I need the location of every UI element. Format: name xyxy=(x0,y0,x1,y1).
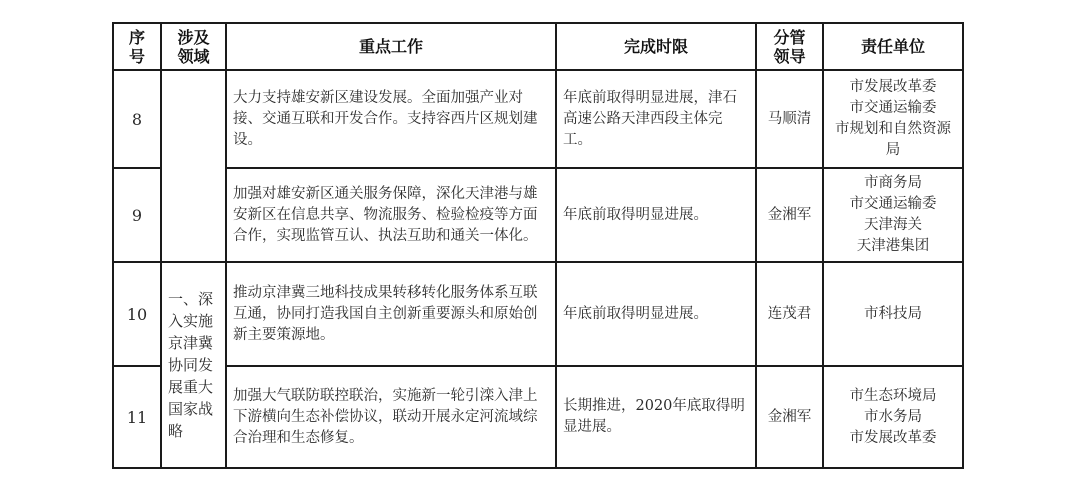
unit-cell xyxy=(823,168,963,262)
area-line: 略 xyxy=(168,422,184,440)
header-area xyxy=(161,23,226,70)
unit-line: 市生态环境局 xyxy=(849,387,937,404)
unit-line: 市规划和自然资源局 xyxy=(835,121,951,158)
header-row xyxy=(113,23,963,70)
area-line: 京津冀 xyxy=(168,334,214,352)
header-leader-line1: 分管 xyxy=(773,27,806,47)
unit-cell xyxy=(823,366,963,468)
unit-line: 市发展改革委 xyxy=(849,429,937,446)
work-cell: 加强对雄安新区通关服务保障，深化天津港与雄安新区在信息共享、物流服务、检验检疫等方面合作，实现监管互认、执法互助和通关一体化。 xyxy=(226,168,556,262)
seq-cell: 11 xyxy=(113,366,161,468)
area-cell xyxy=(161,262,226,468)
task-table xyxy=(112,22,964,469)
deadline-cell: 年底前取得明显进展。 xyxy=(556,262,756,366)
header-leader-line2: 领导 xyxy=(773,46,806,66)
header-work: 重点工作 xyxy=(226,23,556,70)
unit-cell xyxy=(823,70,963,168)
unit-line: 市科技局 xyxy=(864,305,922,322)
unit-line: 天津港集团 xyxy=(856,238,930,254)
deadline-cell: 年底前取得明显进展。 xyxy=(556,168,756,262)
area-line: 国家战 xyxy=(168,400,214,418)
work-cell: 推动京津冀三地科技成果转移转化服务体系互联互通，协同打造我国自主创新重要源头和原始创新主要策源地。 xyxy=(226,262,556,366)
header-area-line1: 涉及 xyxy=(177,27,210,47)
header-seq xyxy=(113,23,161,70)
seq-cell: 8 xyxy=(113,70,161,168)
table-row xyxy=(113,262,963,366)
work-cell: 大力支持雄安新区建设发展。全面加强产业对接、交通互联和开发合作。支持容西片区规划建设。 xyxy=(226,70,556,168)
header-deadline: 完成时限 xyxy=(556,23,756,70)
unit-line: 市商务局 xyxy=(864,175,922,191)
leader-cell: 金湘军 xyxy=(756,366,823,468)
leader-cell: 连茂君 xyxy=(756,262,823,366)
area-line: 入实施 xyxy=(168,312,214,330)
deadline-cell: 长期推进，2020年底取得明显进展。 xyxy=(556,366,756,468)
table-row xyxy=(113,168,963,262)
work-cell: 加强大气联防联控联治，实施新一轮引滦入津上下游横向生态补偿协议，联动开展永定河流域综合治理和生态修复。 xyxy=(226,366,556,468)
area-line: 一、深 xyxy=(168,290,214,308)
header-unit: 责任单位 xyxy=(823,23,963,70)
area-cell-empty xyxy=(161,70,226,262)
unit-cell xyxy=(823,262,963,366)
unit-line: 市水务局 xyxy=(864,408,922,425)
area-line: 协同发 xyxy=(168,356,214,374)
seq-cell: 9 xyxy=(113,168,161,262)
leader-cell: 金湘军 xyxy=(756,168,823,262)
unit-line: 市交通运输委 xyxy=(849,100,937,116)
unit-line: 市交通运输委 xyxy=(849,196,937,212)
deadline-cell: 年底前取得明显进展，津石高速公路天津西段主体完工。 xyxy=(556,70,756,168)
area-line: 展重大 xyxy=(168,378,214,396)
header-seq-line2: 号 xyxy=(128,46,145,66)
table-row xyxy=(113,366,963,468)
seq-cell: 10 xyxy=(113,262,161,366)
header-leader xyxy=(756,23,823,70)
header-seq-line1: 序 xyxy=(128,27,145,47)
header-area-line2: 领域 xyxy=(177,46,210,66)
unit-line: 天津海关 xyxy=(864,217,922,233)
leader-cell: 马顺清 xyxy=(756,70,823,168)
unit-line: 市发展改革委 xyxy=(849,79,937,95)
table-row xyxy=(113,70,963,168)
